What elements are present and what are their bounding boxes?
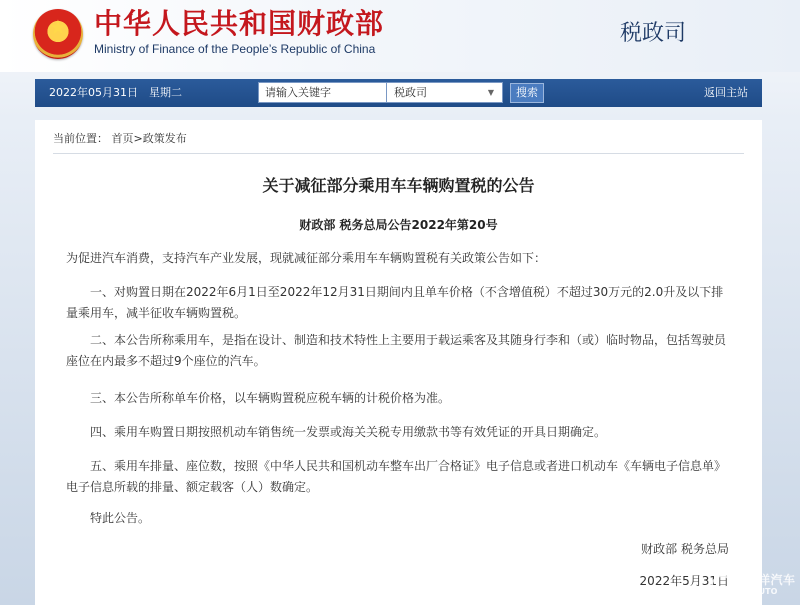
return-home-link[interactable]: 返回主站 xyxy=(704,86,748,99)
article-paragraph: 五、乘用车排量、座位数，按照《中华人民共和国机动车整车出厂合格证》电子信息或者进口机动车《车辆电子信息单》电子信息所载的排量、额定载客（人）数确定。 xyxy=(66,459,727,494)
current-date: 2022年05月31日 星期二 xyxy=(49,86,182,99)
chevron-down-icon: ▼ xyxy=(487,88,494,97)
article-paragraph: 特此公告。 xyxy=(66,511,151,525)
article-date: 2022年5月31日 xyxy=(639,574,729,588)
signature: 财政部 税务总局 xyxy=(641,542,729,556)
search-input[interactable]: 请输入关键字 xyxy=(258,82,412,103)
article-paragraph: 四、乘用车购置日期按照机动车销售统一发票或海关关税专用缴款书等有效凭证的开具日期确定。 xyxy=(66,425,607,439)
article-subtitle: 财政部 税务总局公告2022年第20号 xyxy=(299,218,498,232)
watermark-text: 太平洋汽车 xyxy=(733,573,796,587)
nav-bar xyxy=(35,79,762,107)
watermark xyxy=(711,571,800,601)
article-title: 关于减征部分乘用车车辆购置税的公告 xyxy=(262,176,535,195)
divider xyxy=(53,153,744,154)
article-paragraph: 三、本公告所称单车价格，以车辆购置税应税车辆的计税价格为准。 xyxy=(66,391,451,405)
site-title-english: Ministry of Finance of the People’s Republic of China xyxy=(94,42,376,56)
department-name: 税政司 xyxy=(620,21,687,46)
national-emblem-icon[interactable]: ★ xyxy=(33,9,83,59)
article-paragraph: 二、本公告所称乘用车，是指在设计、制造和技术特性上主要用于载运乘客及其随身行李和（或）临时物品，包括驾驶员座位在内最多不超过9个座位的汽车。 xyxy=(66,333,727,368)
article-panel xyxy=(35,120,762,605)
site-header xyxy=(0,0,800,72)
site-title[interactable]: 中华人民共和国财政部 xyxy=(94,7,385,40)
department-select[interactable] xyxy=(386,82,503,103)
watermark-subtext: PCAUTO xyxy=(741,587,778,596)
search-button[interactable]: 搜索 xyxy=(510,83,544,103)
department-select-value: 税政司 xyxy=(394,86,427,99)
breadcrumb[interactable]: 当前位置： 首页>政策发布 xyxy=(53,132,187,145)
article-paragraph: 为促进汽车消费，支持汽车产业发展，现就减征部分乘用车车辆购置税有关政策公告如下： xyxy=(66,251,547,265)
watermark-logo-icon xyxy=(711,575,733,597)
article-paragraph: 一、对购置日期在2022年6月1日至2022年12月31日期间内且单车价格（不含增值税）不超过30万元的2.0升及以下排量乘用车，减半征收车辆购置税。 xyxy=(66,285,724,320)
